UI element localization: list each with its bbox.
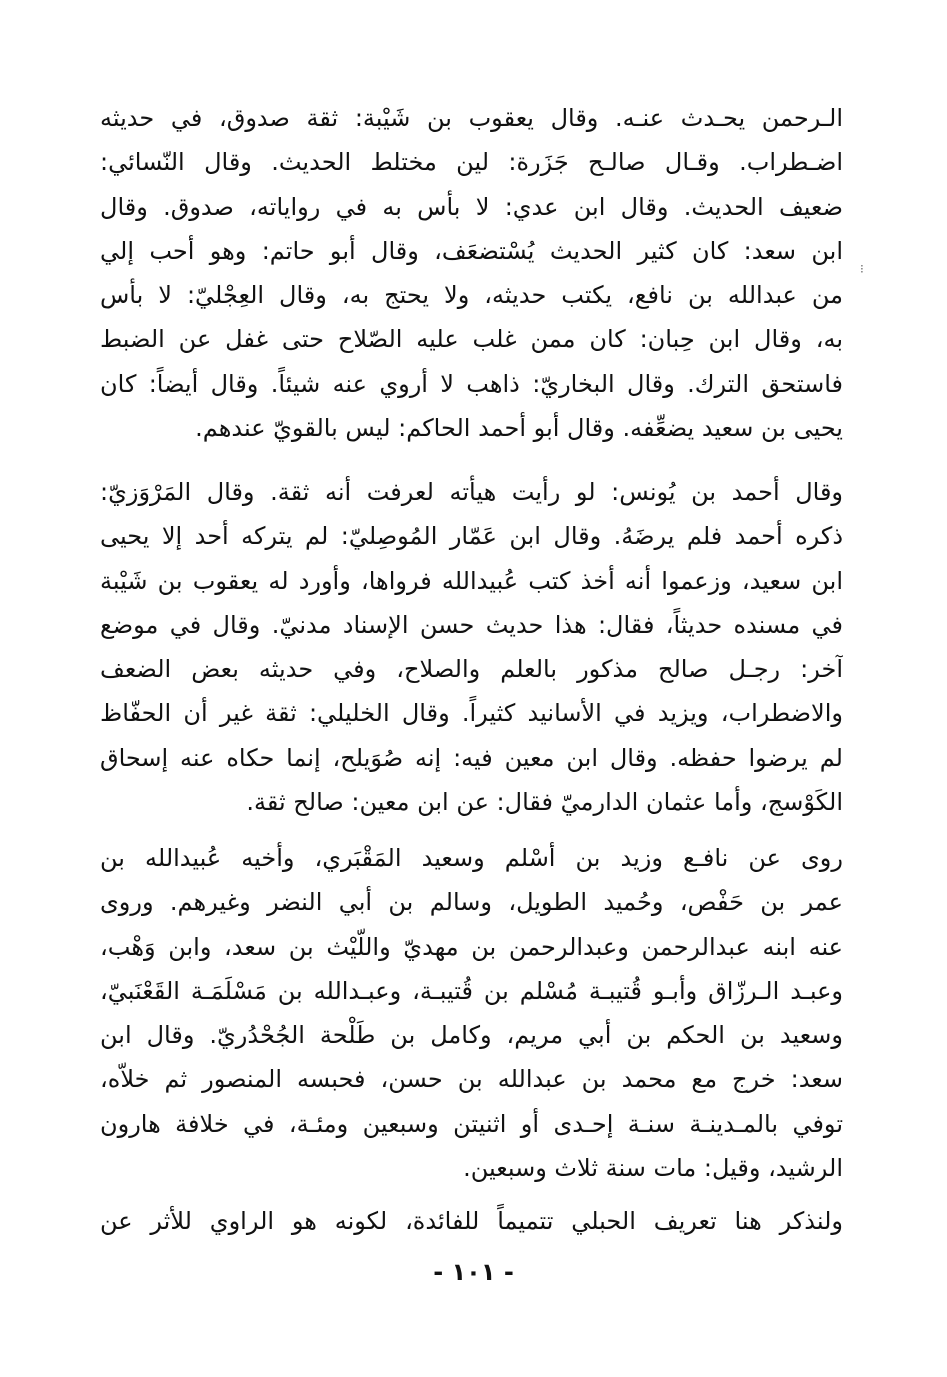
text-line: توفي بالمـدينـة سنـة إحـدى أو اثنيتن وسبعين ومئـة، في خلافة هارون: [100, 1109, 843, 1138]
text-line: عنه ابنه عبدالرحمن وعبدالرحمن بن مهديّ واللّيْث بن سعد، وابن وَهْب،: [100, 932, 843, 961]
margin-mark: ⁝: [860, 262, 864, 276]
text-line: اضـطراب. وقـال صالـح جَزَرة: لين مختلط الحديث. وقال النّسائي:: [100, 148, 843, 177]
text-line: آخر: رجـل صالح مذكور بالعلم والصلاح، وفي حديثه بعض الضعف: [100, 655, 843, 684]
text-line: يحيى بن سعيد يضعِّفه. وقال أبو أحمد الحاكم: ليس بالقويّ عندهم.: [195, 414, 843, 443]
paragraph-1: [100, 96, 843, 450]
paragraph-2: [100, 470, 843, 824]
text-line: سعد: خرج مع محمد بن عبدالله بن حسن، فحبسه المنصور ثم خلاّه،: [100, 1065, 843, 1094]
text-line: ولنذكر هنا تعريف الحبلي تتميماً للفائدة، لكونه هو الراوي للأثر عن: [100, 1207, 843, 1235]
text-line: وعبـد الـرزّاق وأبـو قُتيبـة مُسْلم بن قُتيبـة، وعبـدالله بن مَسْلَمَـة القَعْنَبيّ،: [100, 976, 843, 1005]
text-line: ذكره أحمد فلم يرضَهُ. وقال ابن عَمّار المُوصِليّ: لم يتركه أحد إلا يحيى: [100, 522, 843, 551]
text-line: الرشيد، وقيل: مات سنة ثلاث وسبعين.: [463, 1154, 843, 1183]
text-line: ضعيف الحديث. وقال ابن عدي: لا بأس به في رواياته، صدوق. وقال: [100, 192, 843, 221]
text-line: ابن سعد: كان كثير الحديث يُسْتضعَف، وقال أبو حاتم: وهو أحب إلي: [100, 236, 843, 265]
text-line: الكَوْسج، وأما عثمان الدارميّ فقال: عن ابن معين: صالح ثقة.: [246, 788, 843, 817]
text-line: روى عن نافـع وزيد بن أسْلم وسعيد المَقْبَري، وأخيه عُبيدالله بن: [100, 844, 843, 872]
text-line: الـرحمن يحـدث عنـه. وقال يعقوب بن شَيْبة: ثقة صدوق، في حديثه: [100, 104, 843, 132]
text-line: في مسنده حديثاً، فقال: هذا حديث حسن الإسناد مدنيّ. وقال في موضع: [100, 610, 843, 639]
text-line: به، وقال ابن حِبان: كان ممن غلب عليه الصّلاح حتى غفل عن الضبط: [100, 325, 843, 354]
text-line: وقال أحمد بن يُونس: لو رأيت هيأته لعرفت أنه ثقة. وقال المَرْوَزيّ:: [100, 478, 843, 506]
text-line: وسعيد بن الحكم بن أبي مريم، وكامل بن طَلْحة الجُحْدُريّ. وقال ابن: [100, 1021, 843, 1050]
text-line: ابن سعيد، وزعموا أنه أخذ كتب عُبيدالله فرواها، وأورد له يعقوب بن شَيْبة: [100, 566, 843, 595]
text-line: عمر بن حَفْص، وحُميد الطويل، وسالم بن أبي النضر وغيرهم. وروى: [100, 888, 843, 917]
text-line: من عبدالله بن نافع، يكتب حديثه، ولا يحتج به، وقال العِجْليّ: لا بأس: [100, 281, 843, 310]
text-line: والاضطراب، ويزيد في الأسانيد كثيراً. وقال الخليلي: ثقة غير أن الحفّاظ: [100, 699, 843, 728]
text-line: فاستحق الترك. وقال البخاريّ: ذاهب لا أروي عنه شيئاً. وقال أيضاً: كان: [100, 369, 843, 398]
text-line: لم يرضوا حفظه. وقال ابن معين فيه: إنه صُوَيلح، إنما حكاه عنه إسحاق: [100, 743, 843, 772]
paragraph-4: [100, 1199, 843, 1243]
paragraph-3: [100, 836, 843, 1190]
page-number: - ١٠١ -: [433, 1258, 514, 1286]
